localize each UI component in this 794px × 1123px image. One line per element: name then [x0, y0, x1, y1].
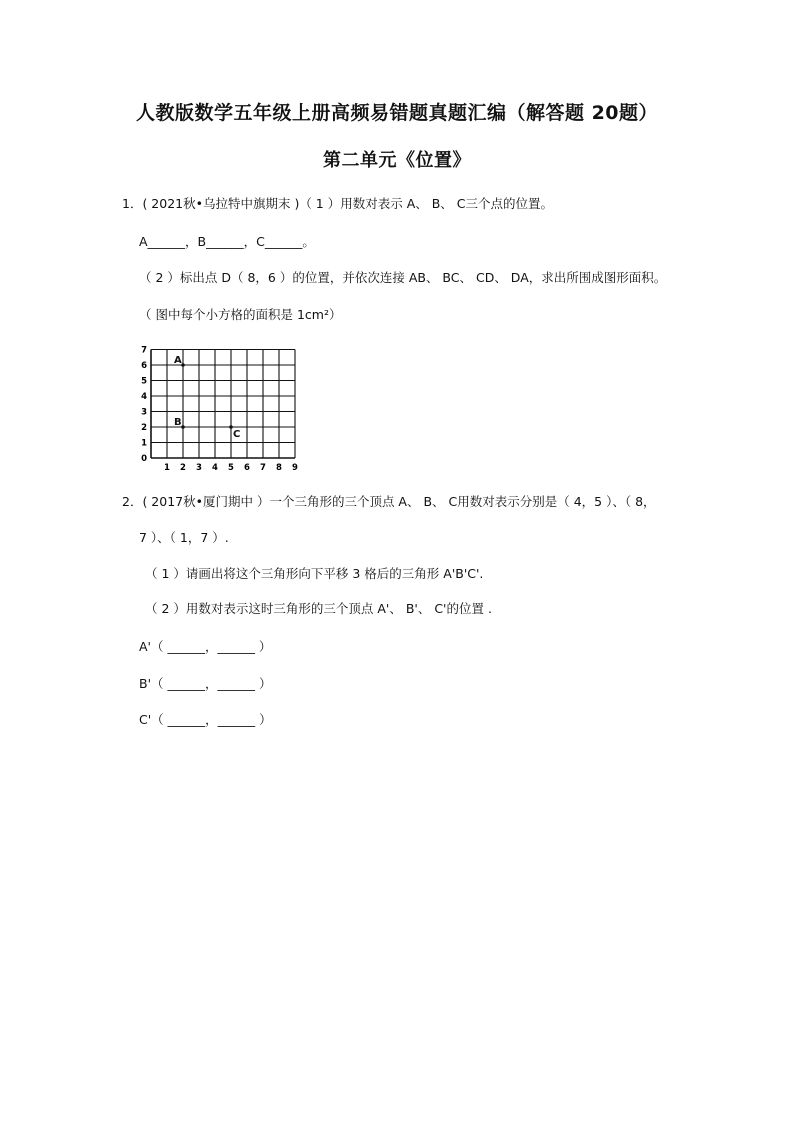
question-2-prompt-continued: 7 ）、（ 1，7 ）.: [139, 530, 229, 545]
answer-line-b-prime: B'（ ______，______ ）: [139, 676, 272, 691]
x-tick-label: 8: [276, 463, 282, 473]
x-tick-label: 7: [260, 463, 266, 473]
question-1-answer-blanks: A______，B______，C______。: [139, 234, 315, 249]
x-tick-label: 9: [292, 463, 298, 473]
x-tick-label: 1: [164, 463, 170, 473]
question-1-note: （ 图中每个小方格的面积是 1cm²）: [139, 307, 342, 322]
grid-svg: [139, 344, 304, 474]
y-tick-label: 2: [141, 423, 147, 433]
answer-line-c-prime: C'（ ______，______ ）: [139, 712, 272, 727]
x-tick-label: 2: [180, 463, 186, 473]
x-tick-label: 5: [228, 463, 234, 473]
question-2-prompt: 2．( 2017秋•厦门期中 ）一个三角形的三个顶点 A、 B、 C用数对表示分别是（ 4，5 ）、（ 8，: [122, 494, 656, 509]
x-tick-label: 3: [196, 463, 202, 473]
question-1-part-2: （ 2 ）标出点 D（ 8，6 ）的位置，并依次连接 AB、 BC、 CD、 DA，求出所围成图形面积。: [139, 270, 667, 285]
grid-point-label: A: [174, 355, 182, 366]
x-tick-label: 6: [244, 463, 250, 473]
answer-line-a-prime: A'（ ______，______ ）: [139, 639, 272, 654]
grid-point-label: C: [233, 429, 241, 440]
page-title: 人教版数学五年级上册高频易错题真题汇编（解答题 20题）: [135, 102, 659, 124]
grid-point-label: B: [174, 417, 182, 428]
page-subtitle: 第二单元《位置》: [323, 150, 471, 171]
y-tick-label: 0: [141, 454, 147, 464]
x-tick-label: 4: [212, 463, 218, 473]
y-tick-label: 4: [141, 392, 147, 402]
y-tick-label: 7: [141, 345, 147, 356]
y-tick-label: 6: [141, 361, 147, 371]
y-tick-label: 5: [141, 376, 147, 387]
coordinate-grid: [139, 344, 304, 474]
y-tick-label: 1: [141, 438, 147, 449]
question-2-part-2: （ 2 ）用数对表示这时三角形的三个顶点 A'、 B'、 C'的位置 .: [145, 601, 492, 616]
question-1-prompt: 1．( 2021秋•乌拉特中旗期末 )（ 1 ）用数对表示 A、 B、 C三个点的位置。: [122, 196, 554, 211]
grid-point-b: [181, 425, 185, 429]
y-tick-label: 3: [141, 407, 147, 418]
question-2-part-1: （ 1 ）请画出将这个三角形向下平移 3 格后的三角形 A'B'C'.: [145, 566, 484, 581]
